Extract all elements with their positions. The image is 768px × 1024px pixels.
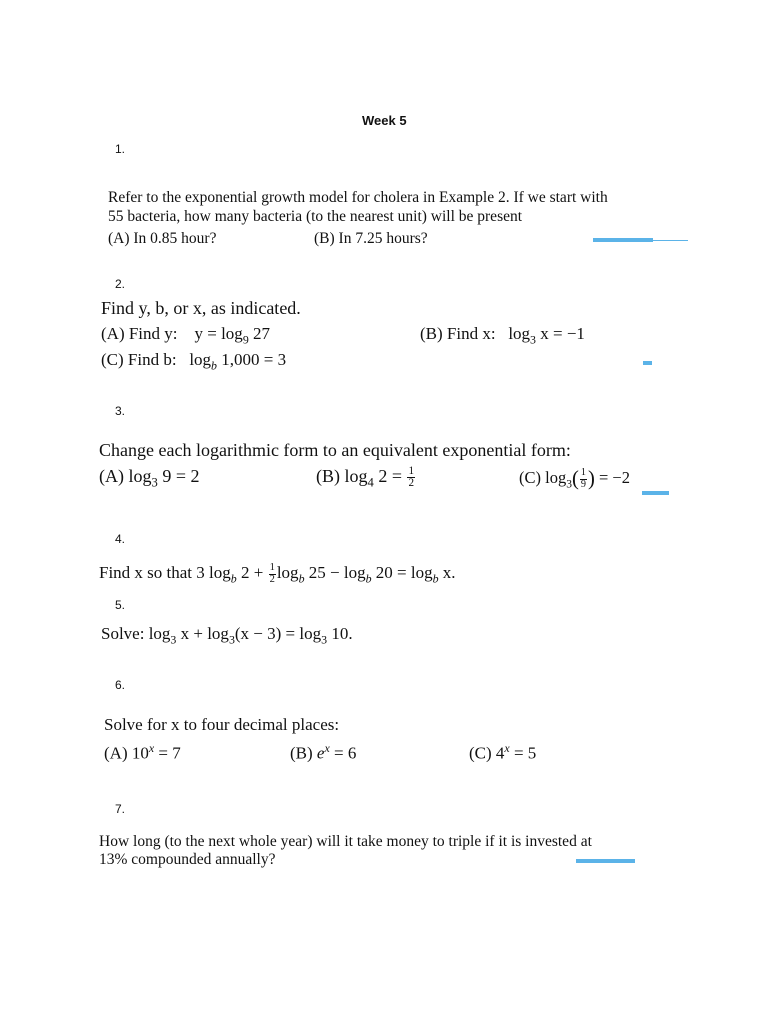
q6-b-label: (B) — [290, 743, 313, 763]
question-number-4: 4. — [115, 532, 126, 546]
q2-a-eq-post: 27 — [248, 324, 271, 343]
q2-a-label: (A) Find y: — [101, 324, 178, 343]
q4-part2: 2 + — [236, 563, 268, 582]
q3-c-post: = −2 — [594, 468, 630, 487]
q4-base4: b — [432, 571, 439, 586]
q3-c-fraction — [580, 468, 587, 489]
q4-text — [99, 563, 456, 586]
question-number-7: 7. — [115, 802, 126, 816]
q6-c-label: (C) — [469, 743, 492, 763]
q4-part5: 20 = log — [371, 563, 433, 582]
q3-a-post: 9 = 2 — [157, 466, 200, 486]
q6-part-a — [104, 741, 181, 764]
q6-c-base: 4 — [491, 743, 505, 763]
q6-c-post: = 5 — [509, 743, 537, 763]
q6-b-post: = 6 — [329, 743, 357, 763]
q2-part-c — [101, 350, 286, 373]
q6-b-exp: x — [324, 741, 330, 755]
q7-text-line1: How long (to the next whole year) will it take money to triple if it is invested at — [99, 833, 592, 850]
highlight-mark — [642, 491, 669, 495]
q5-p4: 10. — [327, 624, 353, 643]
q3-b-pre: log — [340, 466, 368, 486]
question-number-6: 6. — [115, 678, 126, 692]
q4-part3: log — [276, 563, 299, 582]
highlight-mark — [593, 238, 653, 242]
question-number-3: 3. — [115, 404, 126, 418]
q3-b-frac-num: 1 — [408, 465, 415, 478]
q6-b-base: e — [312, 743, 325, 763]
q2-c-post: 1,000 = 3 — [217, 350, 287, 369]
q2-b-pre: log — [508, 324, 531, 343]
q6-intro: Solve for x to four decimal places: — [104, 715, 340, 734]
q2-part-a — [101, 324, 270, 347]
q2-a-eq: y = log — [194, 324, 243, 343]
page-title: Week 5 — [362, 113, 407, 128]
q4-fraction — [269, 563, 276, 585]
highlight-mark — [653, 240, 688, 241]
q3-intro: Change each logarithmic form to an equivalent exponential form: — [99, 440, 571, 460]
q6-a-label: (A) — [104, 743, 128, 763]
question-number-5: 5. — [115, 598, 126, 612]
q1-text-line2: 55 bacteria, how many bacteria (to the nearest unit) will be present — [108, 208, 523, 225]
question-number-1: 1. — [115, 142, 126, 156]
q4-base1: b — [230, 571, 237, 586]
q6-a-base: 10 — [127, 743, 149, 763]
q1-text-line1: Refer to the exponential growth model for cholera in Example 2. If we start with — [108, 189, 608, 206]
q3-a-label: (A) — [99, 466, 124, 486]
q6-a-post: = 7 — [154, 743, 181, 763]
q3-b-label: (B) — [316, 466, 340, 486]
q3-b-fraction — [407, 466, 415, 489]
q2-intro: Find y, b, or x, as indicated. — [101, 298, 301, 318]
highlight-mark — [643, 361, 652, 365]
q5-p3: (x − 3) = log — [234, 624, 322, 643]
q1-part-a: (A) In 0.85 hour? — [108, 230, 217, 247]
q3-part-c: (C) $\log_3$( $\frac{1}{9}$ ) = −2 — [519, 467, 630, 491]
question-number-2: 2. — [115, 277, 126, 291]
q5-base1: 3 — [170, 632, 177, 647]
q2-a-base: 9 — [242, 332, 249, 347]
q5-base2: 3 — [228, 632, 235, 647]
q5-p1: Solve: log — [101, 624, 171, 643]
q7-text-line2: 13% compounded annually? — [99, 851, 276, 868]
q3-c-pre: log — [541, 468, 567, 487]
q2-c-pre: log — [189, 350, 212, 369]
q6-part-b — [290, 741, 356, 764]
q3-part-a — [99, 466, 199, 491]
q4-part4: 25 − log — [304, 563, 366, 582]
q3-a-base: 3 — [151, 475, 158, 490]
q3-b-frac-den: 2 — [408, 477, 415, 490]
q5-p2: x + log — [176, 624, 229, 643]
q3-c-label: (C) — [519, 468, 541, 487]
q5-text — [101, 624, 353, 647]
q6-part-c — [469, 741, 536, 764]
q3-part-b — [316, 466, 416, 491]
q6-c-exp: x — [504, 741, 510, 755]
q4-base3: b — [365, 571, 372, 586]
q4-part6: x. — [438, 563, 456, 582]
q3-c-frac-num: 1 — [580, 467, 586, 479]
q2-b-post: x = −1 — [536, 324, 585, 343]
q2-b-label: (B) Find x: — [420, 324, 496, 343]
q4-part1: Find x so that 3 log — [99, 563, 231, 582]
q4-frac-num: 1 — [269, 562, 275, 574]
q3-c-base: 3 — [566, 478, 572, 491]
q3-b-post: 2 = — [373, 466, 407, 486]
highlight-mark — [576, 859, 635, 863]
q5-base3: 3 — [321, 632, 328, 647]
q3-b-base: 4 — [367, 475, 374, 490]
q2-part-b — [420, 324, 585, 347]
q4-base2: b — [298, 571, 305, 586]
q3-a-pre: log — [124, 466, 152, 486]
q2-c-base: b — [211, 358, 217, 373]
q6-a-exp: x — [148, 741, 155, 755]
q4-frac-den: 2 — [269, 573, 275, 585]
q2-c-label: (C) Find b: — [101, 350, 177, 369]
q1-part-b: (B) In 7.25 hours? — [314, 230, 428, 247]
q2-b-base: 3 — [530, 332, 536, 347]
q3-c-frac-den: 9 — [580, 478, 586, 490]
